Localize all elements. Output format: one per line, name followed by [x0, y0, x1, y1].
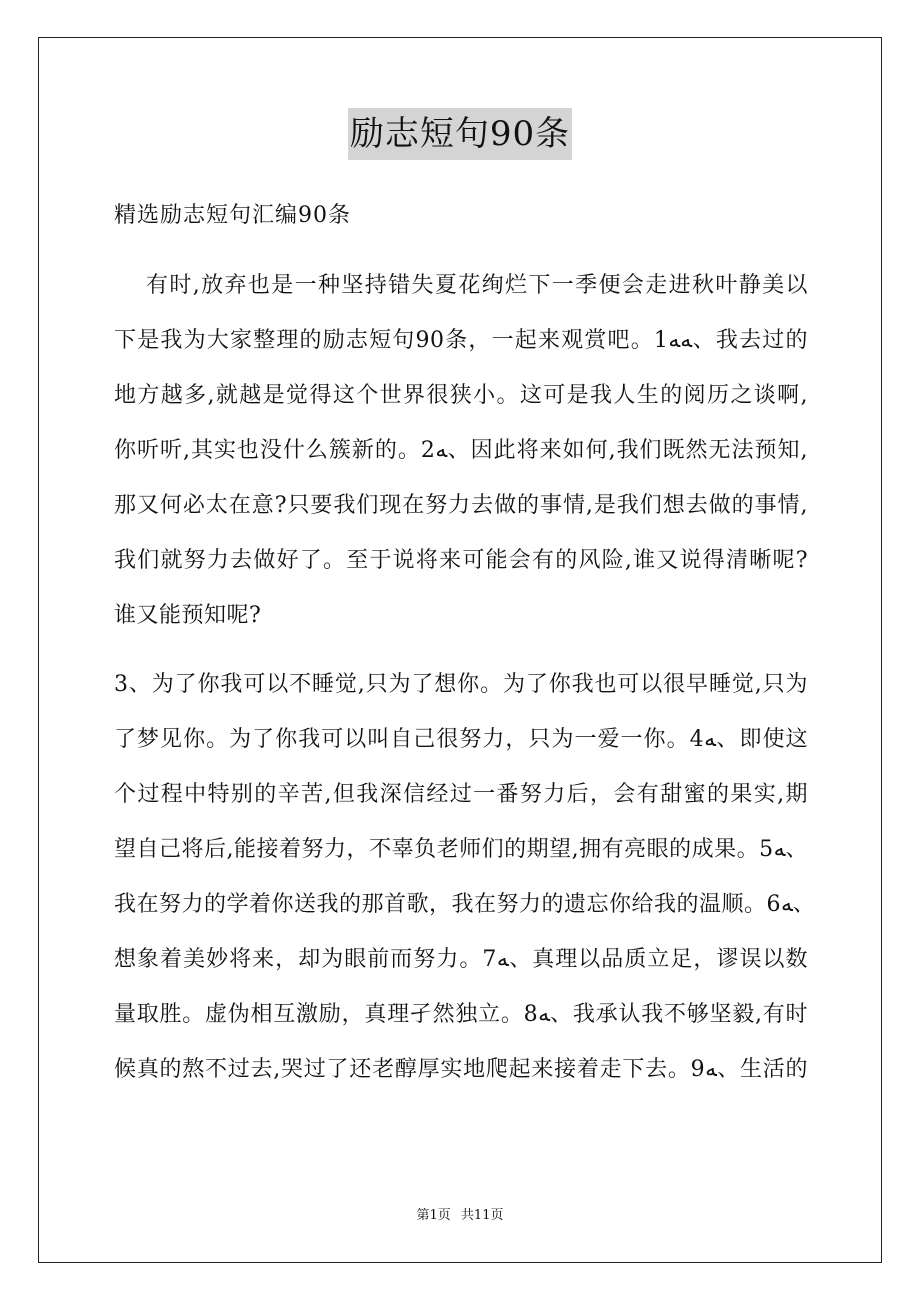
text-line: 我在努力的学着你送我的那首歌，我在努力的遗忘你给我的温顺。6ﻪ、 — [114, 892, 816, 917]
text-line: 我们就努力去做好了。至于说将来可能会有的风险,谁又说得清晰呢? — [114, 548, 808, 573]
text-line: 3、为了你我可以不睡觉,只为了想你。为了你我也可以很早睡觉,只为 — [114, 672, 808, 697]
paragraph-gap — [114, 653, 808, 667]
title-container — [0, 108, 920, 160]
paragraph-2 — [114, 667, 816, 1107]
text-line: 地方越多,就越是觉得这个世界很狭小。这可是我人生的阅历之谈啊, — [114, 383, 808, 408]
text-line: 想象着美妙将来，却为眼前而努力。7ﻪ、真理以品质立足，谬误以数 — [114, 947, 808, 972]
text-line: 谁又能预知呢? — [114, 603, 262, 628]
text-line: 那又何必太在意?只要我们现在努力去做的事情,是我们想去做的事情, — [114, 493, 808, 518]
text-line: 你听听,其实也没什么簇新的。2ﻪ、因此将来如何,我们既然无法预知, — [114, 438, 808, 463]
document-title: 励志短句90条 — [348, 108, 572, 160]
text-line: 候真的熬不过去,哭过了还老醇厚实地爬起来接着走下去。9ﻪ、生活的 — [114, 1057, 808, 1082]
document-body — [114, 268, 816, 1107]
page-footer: 第1页 共11页 — [416, 1208, 504, 1223]
text-line: 下是我为大家整理的励志短句90条，一起来观赏吧。1ﻪﻪ、我去过的 — [114, 328, 808, 353]
text-line: 个过程中特别的辛苦,但我深信经过一番努力后，会有甜蜜的果实,期 — [114, 782, 808, 807]
text-line: 有时,放弃也是一种坚持错失夏花绚烂下一季便会走进秋叶静美以 — [146, 273, 808, 298]
paragraph-1 — [114, 268, 808, 653]
text-line: 望自己将后,能接着努力，不辜负老师们的期望,拥有亮眼的成果。5ﻪ、 — [114, 837, 808, 862]
text-line: 了梦见你。为了你我可以叫自己很努力，只为一爱一你。4ﻪ、即使这 — [114, 727, 808, 752]
document-subtitle: 精选励志短句汇编90条 — [114, 203, 351, 228]
text-line: 量取胜。虚伪相互激励，真理孑然独立。8ﻪ、我承认我不够坚毅,有时 — [114, 1002, 808, 1027]
